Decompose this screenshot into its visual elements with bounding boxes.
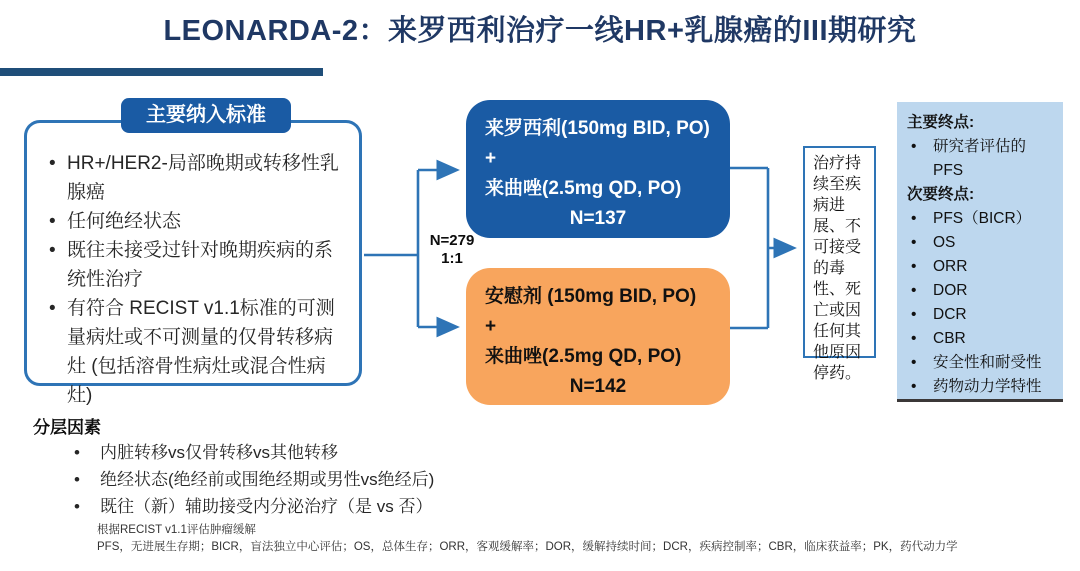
inclusion-criteria-header: 主要纳入标准 — [121, 98, 291, 133]
stratification-list — [62, 439, 434, 520]
inclusion-item: • 任何绝经状态 — [41, 207, 343, 236]
inclusion-criteria-list — [27, 123, 359, 410]
treatment-combo-line: 来曲唑(2.5mg QD, PO) — [485, 178, 682, 199]
primary-endpoint-text: 研究者评估的 PFS — [933, 138, 1027, 179]
secondary-endpoint-text: OS — [933, 234, 956, 251]
title-accent-bar — [0, 68, 323, 76]
inclusion-item: • HR+/HER2-局部晚期或转移性乳腺癌 — [41, 149, 343, 207]
secondary-endpoint-text: DCR — [933, 306, 967, 323]
secondary-endpoint-text: ORR — [933, 258, 968, 275]
secondary-endpoint-text: PFS（BICR） — [933, 210, 1032, 227]
placebo-drug-line: 安慰剂 (150mg BID, PO) — [485, 286, 697, 307]
secondary-endpoint-text: CBR — [933, 330, 966, 347]
secondary-endpoint-text: 药物动力学特性 — [933, 378, 1042, 395]
inclusion-item: • 既往未接受过针对晚期疾病的系统性治疗 — [41, 236, 343, 294]
secondary-endpoint-item — [907, 351, 1057, 375]
footnote-line: 根据RECIST v1.1评估肿瘤缓解 — [97, 524, 256, 536]
secondary-endpoint-item — [907, 279, 1057, 303]
stratification-header: 分层因素 — [33, 418, 101, 437]
footnotes — [97, 522, 958, 555]
bullet-marker: • — [911, 258, 917, 275]
secondary-endpoint-item — [907, 231, 1057, 255]
stratification-item: • 内脏转移vs仅骨转移vs其他转移 — [62, 439, 434, 466]
secondary-endpoint-text: DOR — [933, 282, 968, 299]
secondary-endpoint-item — [907, 375, 1057, 399]
bullet-marker: • — [911, 354, 917, 371]
bullet-marker: • — [911, 210, 917, 227]
footnote-line: PFS，无进展生存期；BICR，盲法独立中心评估；OS，总体生存；ORR，客观缓解率；DOR，缓解持续时间；DCR，疾病控制率；CBR，临床获益率；PK，药代动力学 — [97, 540, 958, 553]
randomization-label — [421, 232, 483, 268]
treatment-continuation-box: 治疗持续至疾病进展、不可接受的毒性、死亡或因任何其他原因停药。 — [803, 146, 876, 358]
secondary-endpoints-header: 次要终点: — [907, 186, 975, 203]
plus-sign: + — [485, 148, 497, 169]
inclusion-item: • 有符合 RECIST v1.1标准的可测量病灶或不可测量的仅骨转移病灶 (包括溶骨性病灶或混合性病灶) — [41, 294, 343, 410]
secondary-endpoint-item — [907, 207, 1057, 231]
treatment-arm-box — [466, 100, 730, 238]
randomization-ratio: 1:1 — [441, 250, 463, 267]
bullet-marker: • — [911, 306, 917, 323]
endpoints-panel — [897, 102, 1063, 402]
primary-endpoint-item — [907, 135, 1057, 183]
placebo-combo-line: 来曲唑(2.5mg QD, PO) — [485, 346, 682, 367]
treatment-drug-line: 来罗西利(150mg BID, PO) — [485, 118, 710, 139]
placebo-arm-n: N=142 — [569, 376, 627, 397]
bullet-marker: • — [911, 234, 917, 251]
secondary-endpoint-item — [907, 327, 1057, 351]
randomization-n: N=279 — [429, 232, 475, 249]
bullet-marker: • — [911, 282, 917, 299]
secondary-endpoint-item — [907, 303, 1057, 327]
secondary-endpoint-text: 安全性和耐受性 — [933, 354, 1042, 371]
plus-sign: + — [485, 316, 497, 337]
slide-title: LEONARDA-2：来罗西利治疗一线HR+乳腺癌的III期研究 — [163, 15, 917, 47]
placebo-arm-box — [466, 268, 730, 405]
stratification-item: • 绝经状态(绝经前或围绝经期或男性vs绝经后) — [62, 466, 434, 493]
bullet-marker: • — [911, 138, 917, 155]
primary-endpoints-header: 主要终点: — [907, 114, 975, 131]
treatment-arm-n: N=137 — [569, 208, 627, 229]
secondary-endpoint-item — [907, 255, 1057, 279]
bullet-marker: • — [911, 330, 917, 347]
bullet-marker: • — [911, 378, 917, 395]
inclusion-criteria-box — [24, 120, 362, 406]
stratification-item: • 既往（新）辅助接受内分泌治疗（是 vs 否） — [62, 493, 434, 520]
